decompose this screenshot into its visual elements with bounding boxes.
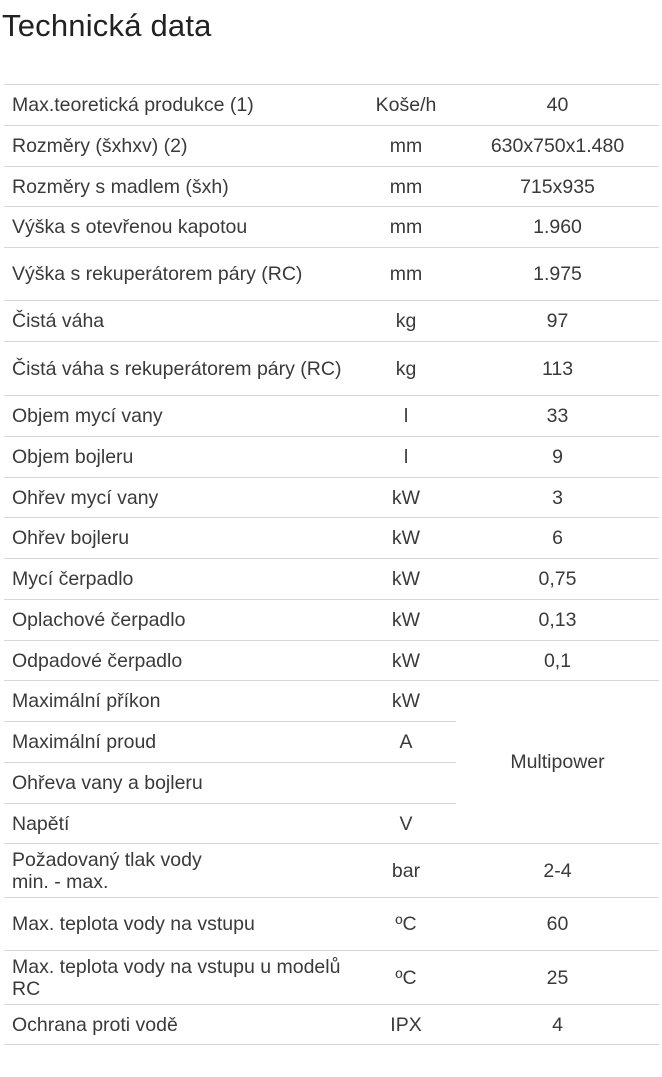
table-row	[4, 85, 659, 126]
technical-data-table	[4, 84, 659, 1045]
parameter-value: 1.960	[456, 207, 659, 248]
parameter-name: Objem bojleru	[4, 437, 356, 478]
parameter-name: Čistá váha s rekuperátorem páry (RC)	[4, 342, 356, 396]
parameter-unit: ºC	[356, 951, 456, 1005]
parameter-unit: mm	[356, 248, 456, 301]
parameter-value: 0,1	[456, 641, 659, 681]
parameter-value: 33	[456, 396, 659, 437]
parameter-unit: V	[356, 804, 456, 844]
parameter-unit: kg	[356, 342, 456, 396]
parameter-value: 630x750x1.480	[456, 126, 659, 167]
parameter-value: 715x935	[456, 167, 659, 207]
parameter-name: Maximální proud	[4, 722, 356, 763]
parameter-name: Ohřev bojleru	[4, 518, 356, 559]
parameter-value: 97	[456, 301, 659, 342]
table-row	[4, 600, 659, 641]
parameter-name: Oplachové čerpadlo	[4, 600, 356, 641]
table-row	[4, 518, 659, 559]
table-row	[4, 641, 659, 681]
parameter-value: 113	[456, 342, 659, 396]
table-row	[4, 301, 659, 342]
parameter-name: Výška s otevřenou kapotou	[4, 207, 356, 248]
table-row	[4, 844, 659, 898]
parameter-name: Ohřev mycí vany	[4, 478, 356, 518]
parameter-value: 0,75	[456, 559, 659, 600]
parameter-name: Maximální příkon	[4, 681, 356, 722]
parameter-unit: kW	[356, 518, 456, 559]
parameter-name: Max. teplota vody na vstupu	[4, 898, 356, 951]
parameter-unit: kW	[356, 559, 456, 600]
page-title: Technická data	[2, 8, 212, 43]
parameter-name: Požadovaný tlak vody min. - max.	[4, 844, 356, 898]
table-row	[4, 342, 659, 396]
parameter-unit: A	[356, 722, 456, 763]
parameter-name: Ohřeva vany a bojleru	[4, 763, 356, 804]
table-row	[4, 898, 659, 951]
table-row	[4, 437, 659, 478]
parameter-unit: kW	[356, 600, 456, 641]
parameter-name: Rozměry s madlem (šxh)	[4, 167, 356, 207]
parameter-value-merged: Multipower	[456, 681, 659, 844]
parameter-unit: mm	[356, 167, 456, 207]
parameter-value: 3	[456, 478, 659, 518]
parameter-unit: mm	[356, 126, 456, 167]
parameter-unit: bar	[356, 844, 456, 898]
parameter-unit: kW	[356, 478, 456, 518]
parameter-value: 60	[456, 898, 659, 951]
parameter-unit: IPX	[356, 1005, 456, 1045]
parameter-unit: kW	[356, 641, 456, 681]
table-row	[4, 248, 659, 301]
table-row	[4, 951, 659, 1005]
parameter-unit: kg	[356, 301, 456, 342]
parameter-unit: Koše/h	[356, 85, 456, 126]
parameter-unit: l	[356, 396, 456, 437]
parameter-value: 6	[456, 518, 659, 559]
table-row	[4, 681, 659, 722]
parameter-name: Mycí čerpadlo	[4, 559, 356, 600]
parameter-unit: mm	[356, 207, 456, 248]
parameter-unit: ºC	[356, 898, 456, 951]
parameter-value: 1.975	[456, 248, 659, 301]
parameter-unit	[356, 763, 456, 804]
parameter-name: Čistá váha	[4, 301, 356, 342]
parameter-value: 4	[456, 1005, 659, 1045]
parameter-value: 0,13	[456, 600, 659, 641]
parameter-name: Objem mycí vany	[4, 396, 356, 437]
parameter-unit: kW	[356, 681, 456, 722]
parameter-name: Ochrana proti vodě	[4, 1005, 356, 1045]
parameter-name: Max.teoretická produkce (1)	[4, 85, 356, 126]
parameter-value: 40	[456, 85, 659, 126]
table-row	[4, 207, 659, 248]
parameter-name: Výška s rekuperátorem páry (RC)	[4, 248, 356, 301]
table-row	[4, 1005, 659, 1045]
table-row	[4, 167, 659, 207]
parameter-unit: l	[356, 437, 456, 478]
table-row	[4, 478, 659, 518]
parameter-value: 2-4	[456, 844, 659, 898]
parameter-value: 9	[456, 437, 659, 478]
table-row	[4, 559, 659, 600]
parameter-name: Max. teplota vody na vstupu u modelů RC	[4, 951, 356, 1005]
table-row	[4, 396, 659, 437]
parameter-value: 25	[456, 951, 659, 1005]
parameter-name: Rozměry (šxhxv) (2)	[4, 126, 356, 167]
parameter-name: Napětí	[4, 804, 356, 844]
parameter-name: Odpadové čerpadlo	[4, 641, 356, 681]
table-row	[4, 126, 659, 167]
